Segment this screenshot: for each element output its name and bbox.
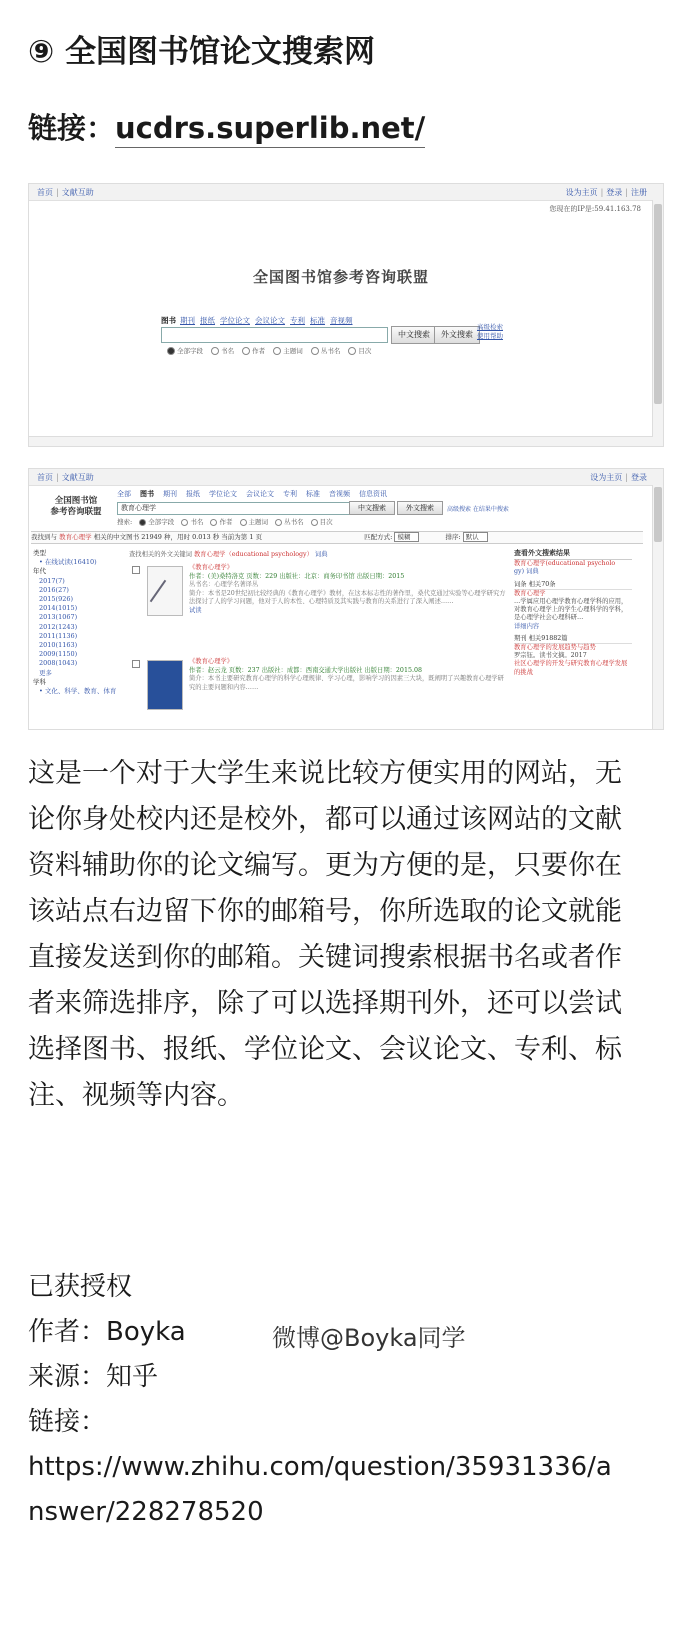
set-homepage-link[interactable]: 设为主页 (565, 188, 598, 197)
book-title-link[interactable]: 《教育心理学》 (189, 658, 234, 665)
results-chinese-search-button[interactable]: 中文搜索 (349, 501, 395, 515)
results-search-input[interactable]: 教育心理学 (117, 502, 350, 515)
result-item: 《教育心理学》 作者：赵云龙 页数：237 出版社：成都：西南交通大学出版社 出版日期：2015.08 简介：本书主要研究教育心理学的科学心理规律、学习心理，影响学习的因素三大块，既阐明了兴趣教育心理学研究的主要问题和内容…… (129, 658, 509, 730)
match-mode-select[interactable]: 模糊 (394, 532, 419, 542)
weibo-watermark: 微博@Boyka同学 (272, 1324, 466, 1352)
filter-link[interactable]: • 文化、科学、教育、体育 (39, 687, 117, 696)
nav-patents[interactable]: 专利 (283, 490, 297, 498)
login-link[interactable]: 登录 (606, 188, 623, 197)
filter-link[interactable]: 2014(1015) (39, 604, 78, 613)
home-link-2[interactable]: 首页 (37, 473, 53, 482)
select-checkbox[interactable] (132, 566, 140, 574)
read-link[interactable]: 试读 (189, 606, 202, 614)
link-label: 链接： (28, 111, 116, 145)
radio-all-fields[interactable] (167, 347, 175, 355)
radio-author[interactable] (242, 347, 250, 355)
top-bar-2: 首页 | 文献互助 设为主页 | 登录 (29, 469, 663, 486)
search-label: 搜索: (117, 518, 133, 526)
journal-heading: 期刊 相关91882篇 (514, 635, 632, 644)
foreign-search-button[interactable]: 外文搜索 (434, 326, 480, 344)
radio-all-fields-2[interactable] (139, 519, 146, 526)
nav-all[interactable]: 全部 (117, 490, 131, 498)
horizontal-scrollbar[interactable] (29, 436, 653, 446)
results-field-radios: 搜索: 全部字段 书名 作者 主题词 丛书名 目次 (117, 518, 333, 526)
source-url-line-1[interactable]: https://www.zhihu.com/question/35931336/a (28, 1452, 612, 1482)
site-logo[interactable]: 全国图书馆 参考咨询联盟 (50, 496, 102, 517)
search-type-tabs (161, 315, 358, 326)
results-list (129, 549, 509, 730)
result-count: 21949 (141, 533, 162, 541)
wiki-more-link[interactable]: 详细内容 (514, 622, 540, 630)
filter-link[interactable]: • 在线试读(16410) (39, 558, 97, 567)
top-bar: 首页 | 文献互助 设为主页 | 登录 | 注册 (29, 184, 663, 201)
nav-theses[interactable]: 学位论文 (209, 490, 237, 498)
sort-select[interactable]: 默认 (463, 532, 488, 542)
register-link[interactable]: 注册 (631, 188, 647, 197)
wiki-title-link[interactable]: 教育心理学 (514, 589, 546, 597)
ip-address-text: 您现在的IP是:59.41.163.78 (549, 205, 641, 213)
author-text: 作者：Boyka (28, 1317, 186, 1347)
filter-link[interactable]: 2015(926) (39, 595, 74, 604)
field-radios: 全部字段 书名 作者 主题词 丛书名 目次 (161, 346, 371, 355)
nav-books[interactable]: 图书 (140, 489, 154, 498)
homepage-screenshot (28, 183, 664, 447)
filter-link[interactable]: 2009(1150) (39, 650, 78, 659)
journal-link[interactable]: 教育心理学的发展趋势与趋势 (514, 644, 596, 652)
radio-series[interactable] (311, 347, 319, 355)
wiki-heading: 词条 相关70条 (514, 581, 632, 590)
help-link[interactable]: 使用帮助 (477, 332, 503, 340)
filter-heading: 学科 (33, 677, 46, 686)
section-heading: ⑨ 全国图书馆论文搜索网 (28, 34, 376, 70)
home-link[interactable]: 首页 (37, 188, 53, 197)
radio-toc-2[interactable] (311, 519, 318, 526)
filter-link[interactable]: 更多 (39, 668, 52, 677)
results-screenshot (28, 468, 664, 730)
filter-heading: 年代 (33, 567, 46, 576)
credits (28, 1265, 612, 1535)
results-foreign-search-button[interactable]: 外文搜索 (397, 501, 443, 515)
filter-link[interactable]: 2010(1163) (39, 641, 78, 650)
nav-info[interactable]: 信息资讯 (359, 490, 387, 498)
journal-link[interactable]: 社区心理学的开发与研究教育心理学发展的挑战 (514, 660, 628, 676)
vertical-scrollbar[interactable] (652, 200, 663, 446)
tab-newspapers[interactable]: 报纸 (200, 316, 215, 325)
filter-heading: 类型 (33, 549, 46, 557)
authorized-text: 已获授权 (28, 1272, 133, 1302)
radio-author-2[interactable] (210, 519, 217, 526)
tab-standards[interactable]: 标准 (310, 316, 325, 325)
book-cover[interactable] (147, 566, 183, 616)
nav-conference[interactable]: 会议论文 (246, 490, 274, 498)
doc-help-link[interactable]: 文献互助 (61, 188, 94, 197)
tab-conference[interactable]: 会议论文 (255, 316, 285, 325)
related-term-link[interactable]: 教育心理学（educational psychology） (193, 551, 313, 558)
doc-help-link-2[interactable]: 文献互助 (61, 473, 94, 482)
search-input[interactable] (161, 327, 388, 343)
filter-link[interactable]: 2016(27) (39, 585, 69, 594)
tab-books[interactable]: 图书 (161, 316, 176, 325)
radio-toc[interactable] (348, 347, 356, 355)
related-keywords: 查找相关的外文关键词 教育心理学（educational psychology） 词典 (129, 551, 328, 558)
tab-patents[interactable]: 专利 (290, 316, 305, 325)
filter-link[interactable]: 2012(1243) (39, 622, 78, 631)
advanced-search-link[interactable]: 高级检索 (477, 323, 503, 331)
site-link-line (28, 106, 425, 147)
description-paragraph: 这是一个对于大学生来说比较方便实用的网站，无论你身处校内还是校外，都可以通过该网站的文献资料辅助你的论文编写。更为方便的是，只要你在该站点右边留下你的邮箱号，你所选取的论文就能直接发送到你的邮箱。关键词搜索根据书名或者作者来筛选排序，除了可以选择期刊外，还可以尝试选择图书、报纸、学位论文、会议论文、专利、标注、视频等内容。 (28, 758, 622, 1111)
book-cover[interactable] (147, 660, 183, 710)
radio-subject[interactable] (273, 347, 281, 355)
site-url-link[interactable]: ucdrs.superlib.net/ (115, 111, 425, 148)
site-title: 全国图书馆参考咨询联盟 (252, 268, 429, 286)
source-text: 来源：知乎 (28, 1362, 159, 1392)
foreign-results-heading[interactable]: 查看外文搜索结果 (514, 549, 632, 560)
filter-link[interactable]: 2011(1136) (39, 631, 78, 640)
category-nav (117, 489, 396, 499)
set-homepage-link-2[interactable]: 设为主页 (590, 473, 623, 482)
tab-journals[interactable]: 期刊 (180, 316, 195, 325)
radio-title-2[interactable] (181, 519, 188, 526)
login-link-2[interactable]: 登录 (631, 473, 647, 482)
tab-video[interactable]: 音视频 (330, 316, 353, 325)
nav-journals[interactable]: 期刊 (163, 490, 177, 498)
dictionary-link[interactable]: 词典 (314, 551, 328, 558)
tab-theses[interactable]: 学位论文 (220, 316, 250, 325)
nav-newspapers[interactable]: 报纸 (186, 490, 200, 498)
filter-sidebar (33, 549, 123, 696)
filter-link[interactable]: 2013(1067) (39, 613, 78, 622)
nav-video[interactable]: 音视频 (329, 490, 350, 498)
filter-link[interactable]: 2008(1043) (39, 659, 78, 668)
result-item: 《教育心理学》 作者：(美)桑特洛克 页数：229 出版社：北京：商务印书馆 出版日期：2015 丛书名：心理学名著译丛 简介：本书是20世纪初比较经典的《教育心理学》教材，在这本标志性的著作里，桑代克通过实验等心理学研究方法探讨了人的学习问题，他对于人的本性、心理特质及其实践与教育的关系进行了深入阐述…… 试读 (129, 564, 509, 652)
nav-standards[interactable]: 标准 (306, 490, 320, 498)
advanced-links (477, 323, 503, 341)
radio-title[interactable] (211, 347, 219, 355)
radio-subject-2[interactable] (240, 519, 247, 526)
advanced-search-link-2[interactable]: 高级搜索 在结果中搜索 (447, 506, 509, 513)
book-title-link[interactable]: 《教育心理学》 (189, 564, 234, 571)
radio-series-2[interactable] (275, 519, 282, 526)
link-label-text: 链接： (28, 1407, 107, 1437)
filter-link[interactable]: 2017(7) (39, 576, 65, 585)
right-panel: 查看外文搜索结果 教育心理学(educational psycholo gy) 词典 词条 相关70条 教育心理学 …学属应用心理学教育心理学科的应用，对教育心理学上的学生心理科学的学科，是心理学社会心理科研… 详细内容 期刊 相关91882篇 教育心理学的发展趋势与趋势 罗宗钰。读书文摘。2017 社区心理学的开发与研究教育心理学发展的挑战 (514, 549, 632, 677)
chinese-search-button[interactable]: 中文搜索 (391, 326, 437, 344)
results-stats-bar: 我找到与 教育心理学 相关的中文图书 21949 种，用时 0.013 秒 当前为第 1 页 匹配方式: 模糊 排序: 默认 (31, 531, 643, 544)
vertical-scrollbar-2[interactable] (652, 485, 663, 729)
select-checkbox[interactable] (132, 660, 140, 668)
source-url-line-2[interactable]: nswer/228278520 (28, 1497, 264, 1527)
